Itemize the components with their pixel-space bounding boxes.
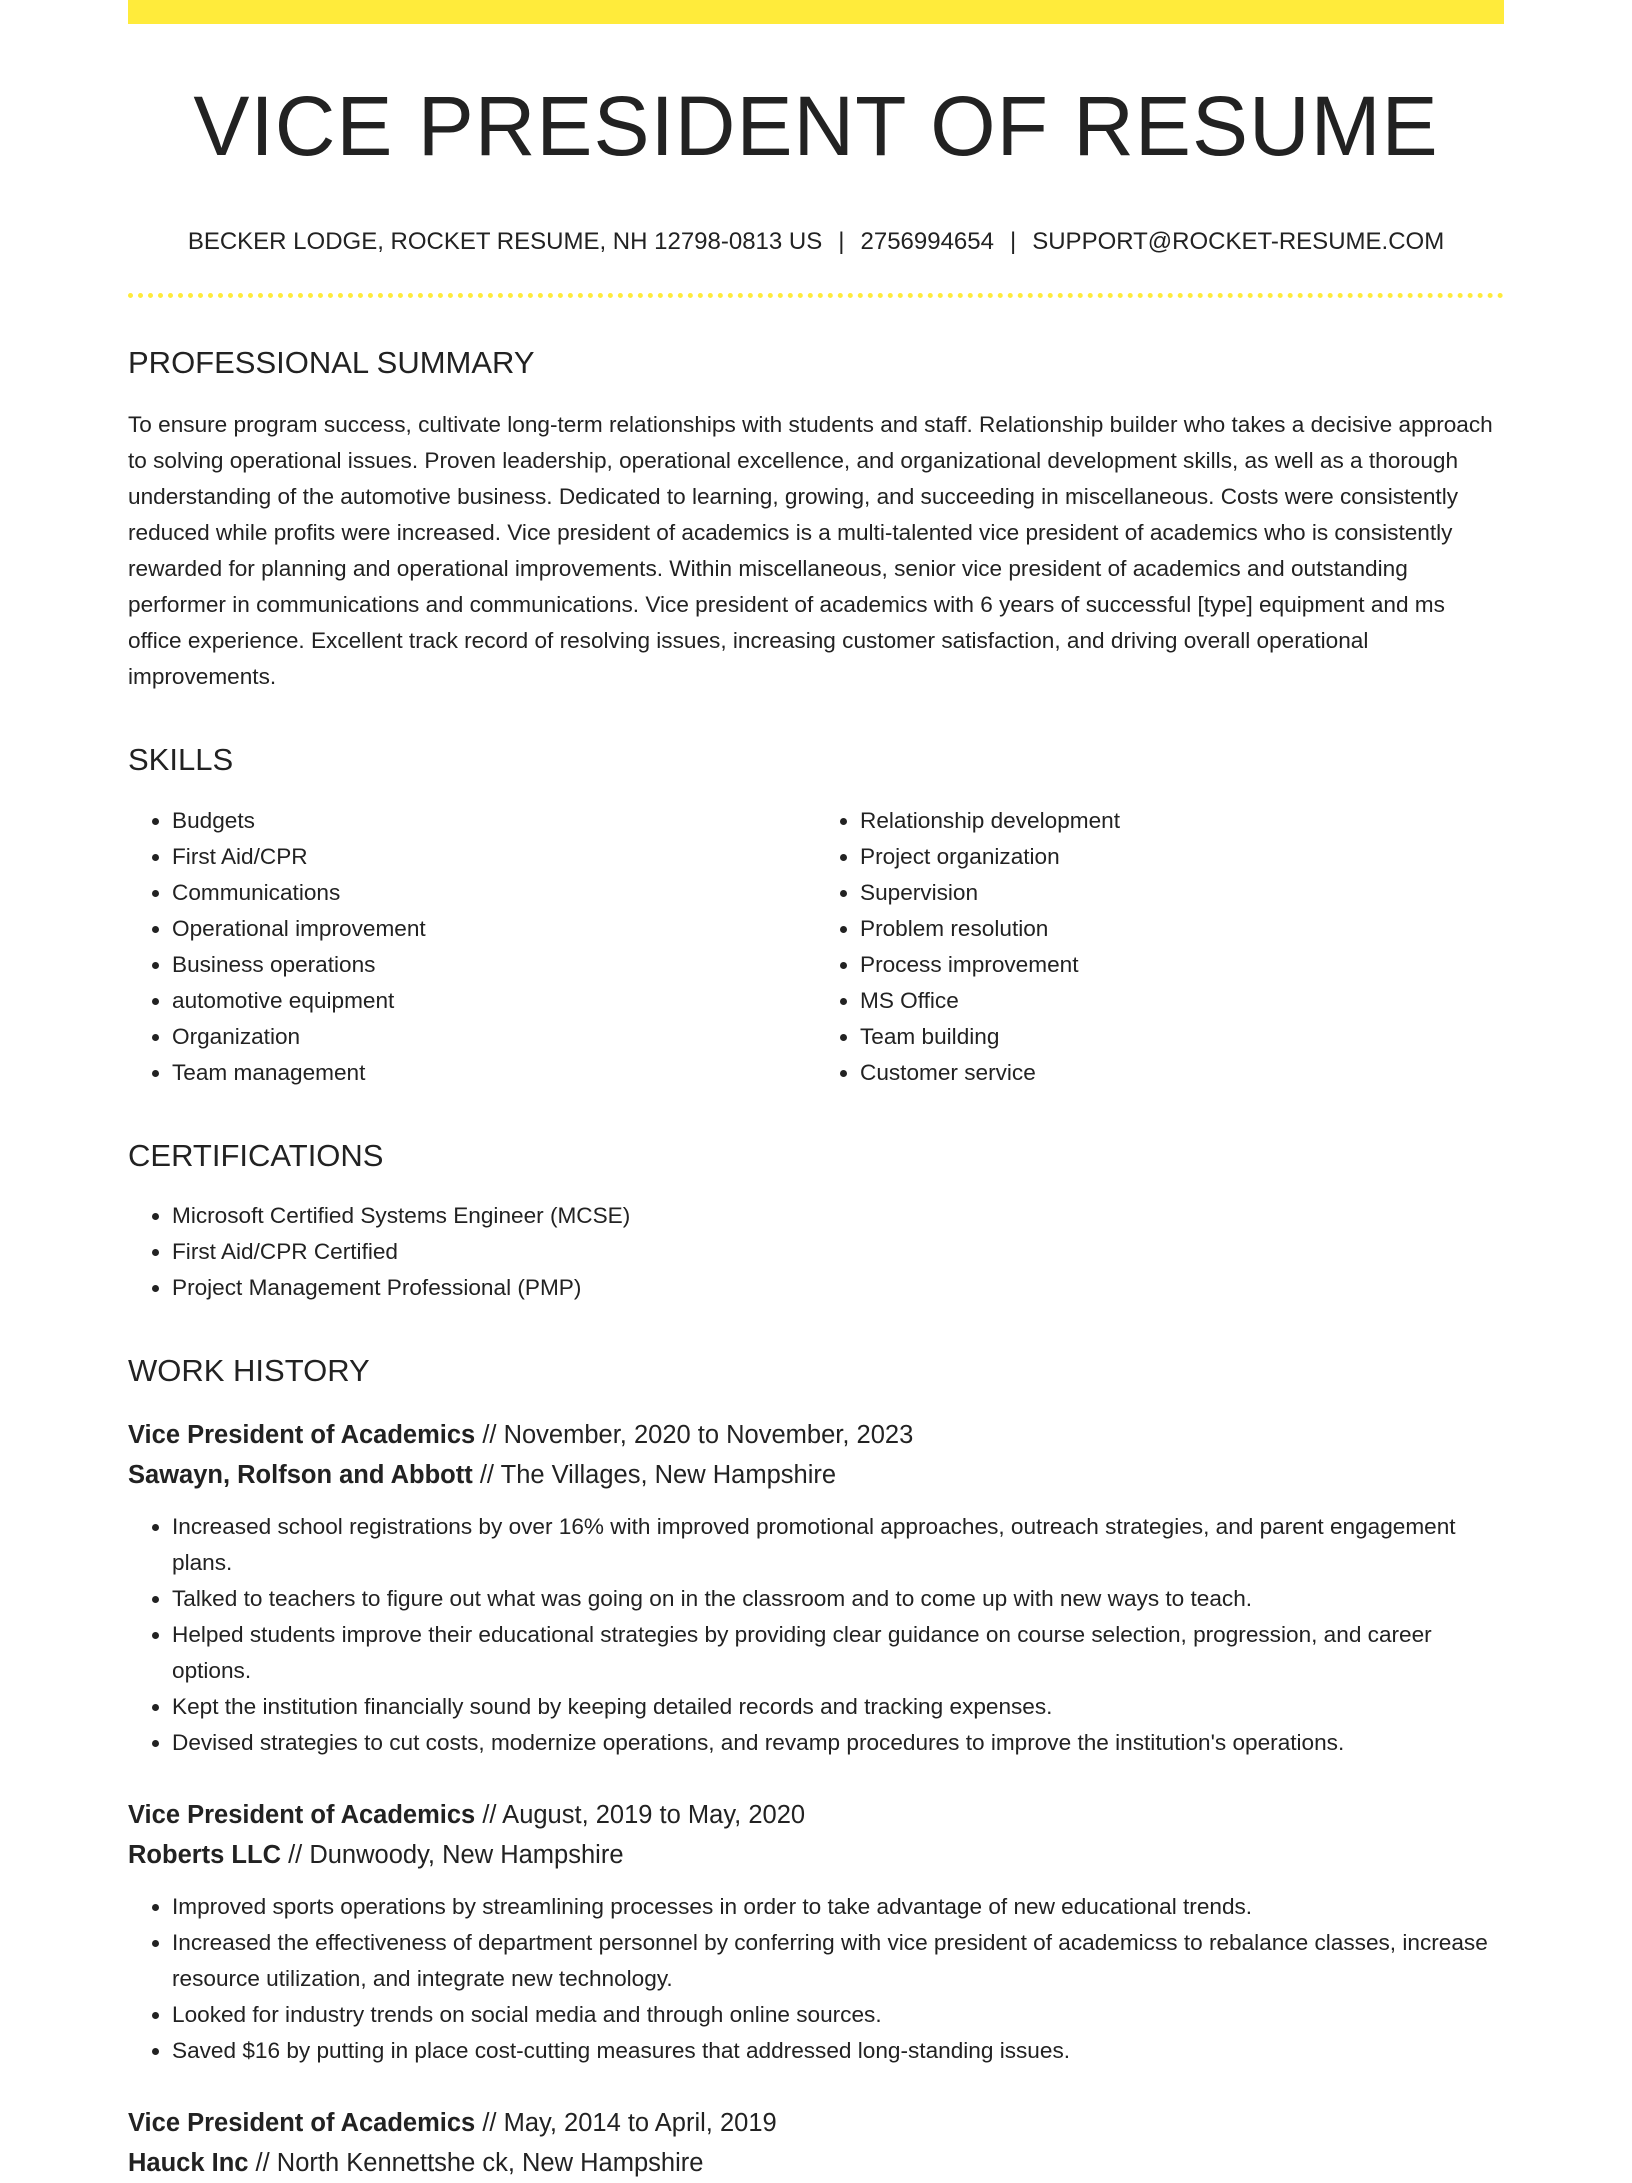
job-company: Sawayn, Rolfson and Abbott xyxy=(128,1460,473,1489)
job-bullet: • Helped students improve their educational strategies by providing clear guidance on course selection, progression, and career options. xyxy=(172,1617,1504,1689)
job-company-line xyxy=(128,2143,1504,2183)
job-role-line xyxy=(128,1415,1504,1455)
job-dates: // November, 2020 to November, 2023 xyxy=(475,1420,914,1449)
certifications-list xyxy=(128,1198,1504,1306)
contact-email: SUPPORT@ROCKET-RESUME.COM xyxy=(1032,228,1445,256)
skills-grid xyxy=(128,803,1504,1091)
skill-item: • Supervision xyxy=(860,875,1504,911)
certification-item: • Project Management Professional (PMP) xyxy=(172,1270,1504,1306)
job-bullet: • Talked to teachers to figure out what was going on in the classroom and to come up with new ways to teach. xyxy=(172,1581,1504,1617)
certification-item: • Microsoft Certified Systems Engineer (MCSE) xyxy=(172,1198,1504,1234)
skill-item: • Problem resolution xyxy=(860,911,1504,947)
contact-separator: | xyxy=(1009,228,1017,256)
skill-item: • Business operations xyxy=(172,947,816,983)
job-role: Vice President of Academics xyxy=(128,1800,476,1829)
skill-item: • Project organization xyxy=(860,839,1504,875)
skill-item: • MS Office xyxy=(860,983,1504,1019)
job-company-line xyxy=(128,1835,1504,1875)
job-role-line xyxy=(128,1795,1504,1835)
resume-page xyxy=(128,0,1504,2183)
certification-item: • First Aid/CPR Certified xyxy=(172,1234,1504,1270)
job-dates: // May, 2014 to April, 2019 xyxy=(475,2108,777,2137)
job-location: // The Villages, New Hampshire xyxy=(472,1460,837,1489)
contact-address: BECKER LODGE, ROCKET RESUME, NH 12798-0813 US xyxy=(187,228,823,256)
job-role: Vice President of Academics xyxy=(128,1420,476,1449)
job-bullet: • Increased the effectiveness of department personnel by conferring with vice president of academicss to rebalance classes, increase resource utilization, and integrate new technology. xyxy=(172,1925,1504,1997)
skill-item: • Process improvement xyxy=(860,947,1504,983)
contact-phone: 2756994654 xyxy=(860,228,994,256)
work-history-heading: WORK HISTORY xyxy=(128,1352,370,1388)
skills-heading: SKILLS xyxy=(128,742,234,778)
skill-item: • Relationship development xyxy=(860,803,1504,839)
job-bullets xyxy=(128,1889,1504,2069)
job-bullet: • Improved sports operations by streamlining processes in order to take advantage of new educational trends. xyxy=(172,1889,1504,1925)
skill-item: • First Aid/CPR xyxy=(172,839,816,875)
job-entry xyxy=(128,1795,1504,2069)
skill-item: • Budgets xyxy=(172,803,816,839)
contact-line xyxy=(128,228,1504,257)
skill-item: • automotive equipment xyxy=(172,983,816,1019)
contact-separator: | xyxy=(838,228,845,256)
skill-item: • Customer service xyxy=(860,1055,1504,1091)
skills-right-list xyxy=(816,803,1504,1091)
job-bullet: • Looked for industry trends on social media and through online sources. xyxy=(172,1997,1504,2033)
skill-item: • Operational improvement xyxy=(172,911,816,947)
job-company: Hauck Inc xyxy=(128,2148,249,2177)
skill-item: • Organization xyxy=(172,1019,816,1055)
job-company-line xyxy=(128,1455,1504,1495)
job-bullet: • Devised strategies to cut costs, modernize operations, and revamp procedures to improve the institution's operations. xyxy=(172,1725,1504,1761)
skill-item: • Team building xyxy=(860,1019,1504,1055)
job-bullet: • Kept the institution financially sound by keeping detailed records and tracking expenses. xyxy=(172,1689,1504,1725)
job-role: Vice President of Academics xyxy=(128,2108,476,2137)
job-company: Roberts LLC xyxy=(128,1840,281,1869)
job-location: // North Kennettshe ck, New Hampshire xyxy=(248,2148,704,2177)
job-role-line xyxy=(128,2103,1504,2143)
accent-top-bar xyxy=(128,0,1504,24)
job-location: // Dunwoody, New Hampshire xyxy=(281,1840,624,1869)
job-bullets xyxy=(128,1509,1504,1761)
job-bullet: • Saved $16 by putting in place cost-cutting measures that addressed long-standing issues. xyxy=(172,2033,1504,2069)
job-entry xyxy=(128,1415,1504,1761)
job-bullet: • Increased school registrations by over 16% with improved promotional approaches, outreach strategies, and parent engagement plans. xyxy=(172,1509,1504,1581)
dotted-divider xyxy=(128,293,1504,298)
skills-left-list xyxy=(128,803,816,1091)
summary-text: To ensure program success, cultivate long-term relationships with students and staff. Relationship builder who takes a decisive approach to solving operational issues. Proven leadership, operational excellence, and organizational development skills, as well as a thorough understanding of the automotive business. Dedicated to learning, growing, and succeeding in miscellaneous. Costs were consistently reduced while profits were increased. Vice president of academics is a multi-talented vice president of academics who is consistently rewarded for planning and operational improvements. Within miscellaneous, senior vice president of academics and outstanding performer in communications and communications. Vice president of academics with 6 years of successful [type] equipment and ms office experience. Excellent track record of resolving issues, increasing customer satisfaction, and driving overall operational improvements. xyxy=(128,412,1493,690)
job-entry xyxy=(128,2103,1504,2183)
skill-item: • Team management xyxy=(172,1055,816,1091)
summary-heading: PROFESSIONAL SUMMARY xyxy=(128,345,535,381)
job-dates: // August, 2019 to May, 2020 xyxy=(475,1800,806,1829)
resume-name: VICE PRESIDENT OF RESUME xyxy=(193,79,1439,173)
skill-item: • Communications xyxy=(172,875,816,911)
certifications-heading: CERTIFICATIONS xyxy=(128,1137,384,1173)
